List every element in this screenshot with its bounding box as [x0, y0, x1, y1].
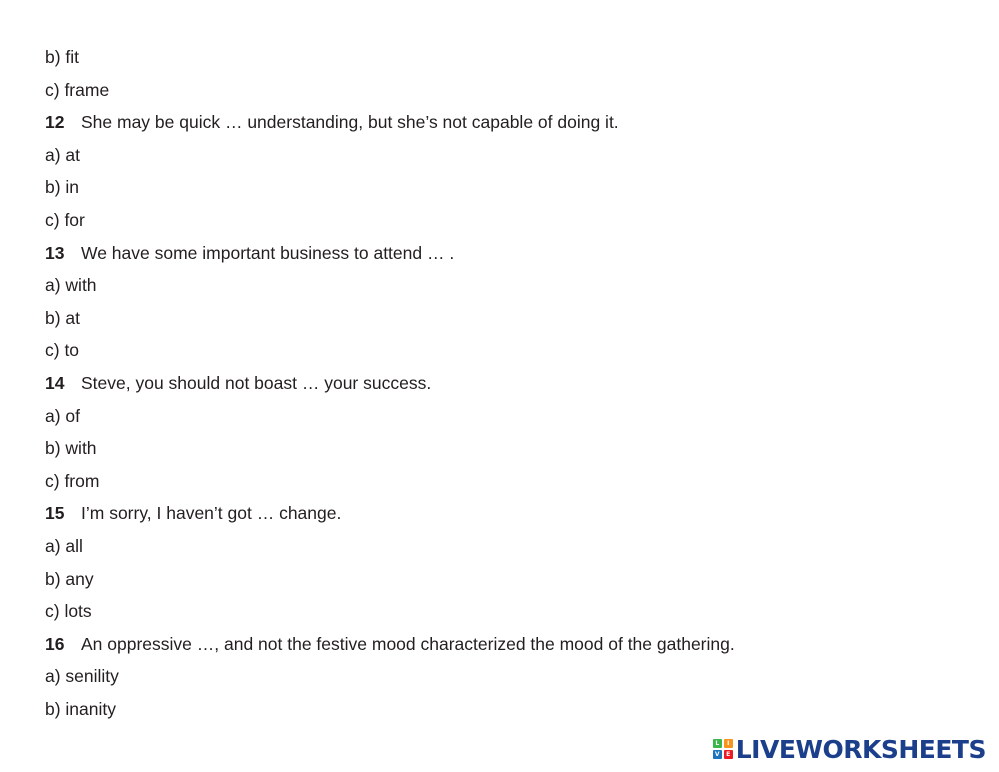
answer-option: b) inanity	[45, 698, 117, 719]
question-text: Steve, you should not boast … your success.	[81, 372, 432, 393]
question-text: We have some important business to attend … .	[81, 242, 455, 263]
question-text: She may be quick … understanding, but she’s not capable of doing it.	[81, 112, 619, 133]
question-number: 16	[45, 633, 65, 654]
answer-option: b) in	[45, 177, 80, 198]
answer-option: c) for	[45, 209, 85, 230]
logo-mark-tile: E	[724, 750, 733, 759]
logo-mark-tile: I	[724, 739, 733, 748]
answer-option: a) of	[45, 405, 81, 426]
question-line	[45, 371, 975, 404]
answer-option: b) any	[45, 568, 94, 589]
question-number: 15	[45, 503, 65, 524]
answer-option: a) senility	[45, 666, 119, 687]
answer-option: c) frame	[45, 79, 110, 100]
answer-option: a) at	[45, 144, 81, 165]
question-line	[45, 241, 975, 274]
question-number: 13	[45, 242, 65, 263]
question-number: 14	[45, 372, 65, 393]
question-text: I’m sorry, I haven’t got … change.	[81, 503, 342, 524]
liveworksheets-logo	[713, 734, 986, 764]
answer-option: b) fit	[45, 47, 80, 67]
question-line	[45, 632, 975, 665]
answer-option: b) at	[45, 307, 81, 328]
answer-option: c) to	[45, 340, 80, 361]
logo-mark-icon	[713, 739, 733, 759]
logo-text: LIVEWORKSHEETS	[735, 734, 986, 764]
answer-option: b) with	[45, 438, 97, 459]
answer-option: a) with	[45, 275, 97, 296]
logo-mark-tile: V	[713, 750, 722, 759]
question-text: An oppressive …, and not the festive mood characterized the mood of the gathering.	[81, 633, 735, 654]
answer-option: a) all	[45, 535, 83, 556]
worksheet-content	[45, 45, 975, 729]
question-line	[45, 501, 975, 534]
answer-option: c) lots	[45, 601, 92, 622]
logo-mark-tile: L	[713, 739, 722, 748]
question-line	[45, 110, 975, 143]
answer-option: c) from	[45, 470, 100, 491]
question-number: 12	[45, 112, 65, 133]
